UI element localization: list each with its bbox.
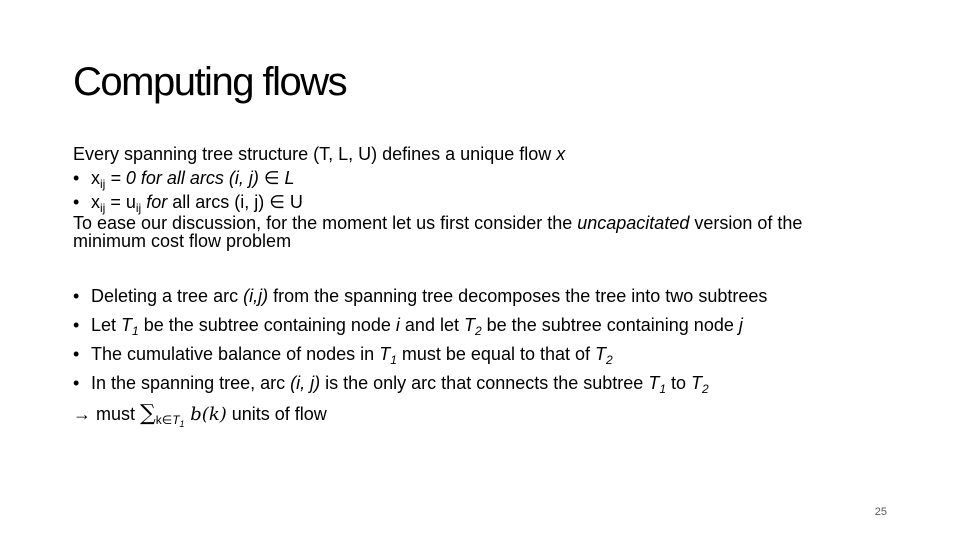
b2-t2-sub: 2 bbox=[474, 324, 482, 338]
bullet-item-3 bbox=[73, 340, 873, 369]
bullet-icon: • bbox=[73, 373, 80, 393]
intro-line bbox=[73, 142, 873, 166]
b4-t2-sub: 2 bbox=[702, 382, 709, 396]
bullet-icon: • bbox=[73, 344, 80, 364]
bullet-icon: • bbox=[73, 168, 80, 188]
conclusion-pre: must bbox=[91, 404, 141, 424]
b3-b: must be equal to that of bbox=[396, 344, 595, 364]
b4-b: is the only arc that connects the subtree bbox=[320, 373, 649, 393]
b2-t2: T bbox=[463, 315, 475, 335]
arrow-icon: → bbox=[73, 404, 91, 424]
conclusion-post: units of flow bbox=[226, 404, 327, 424]
b2-b: be the subtree containing node bbox=[138, 315, 396, 335]
bullet-item-2 bbox=[73, 311, 873, 340]
slide-body bbox=[73, 142, 873, 427]
rule-l-x: x bbox=[91, 168, 100, 188]
b4-t1: T bbox=[648, 373, 660, 393]
rule-u-eq: = u bbox=[105, 192, 136, 212]
intro-text: Every spanning tree structure (T, L, U) defines a unique flow bbox=[73, 144, 557, 164]
ease-em: uncapacitated bbox=[577, 213, 690, 233]
rule-u-sub: ij bbox=[100, 201, 106, 215]
bullet-icon: • bbox=[73, 286, 80, 306]
b1-b: from the spanning tree decomposes the tree into two subtrees bbox=[268, 286, 768, 306]
b3-t2-sub: 2 bbox=[606, 353, 613, 367]
b3-t1-sub: 1 bbox=[390, 353, 397, 367]
b4-t1-sub: 1 bbox=[659, 382, 666, 396]
b1-a: Deleting a tree arc bbox=[91, 286, 244, 306]
b2-j: j bbox=[738, 315, 743, 335]
sum-func: b(k) bbox=[184, 404, 227, 425]
sum-sub: k∈ bbox=[155, 413, 173, 427]
b4-c: to bbox=[666, 373, 692, 393]
b3-a: The cumulative balance of nodes in bbox=[91, 344, 380, 364]
b4-t2: T bbox=[691, 373, 703, 393]
b2-t1: T bbox=[121, 315, 133, 335]
b2-d: be the subtree containing node bbox=[481, 315, 739, 335]
sum-t: T bbox=[172, 413, 180, 427]
ease-paragraph bbox=[73, 214, 873, 250]
rule-l-text: = 0 for all arcs (i, j) ∈ L bbox=[105, 168, 295, 188]
sum-symbol: ∑ bbox=[140, 401, 156, 426]
intro-var: x bbox=[556, 144, 566, 164]
b1-arc: (i,j) bbox=[243, 286, 269, 306]
rule-u-sub2: ij bbox=[135, 201, 142, 215]
conclusion-line bbox=[73, 402, 873, 427]
b3-t2: T bbox=[595, 344, 606, 364]
b3-t1: T bbox=[379, 344, 391, 364]
b4-arc: (i, j) bbox=[290, 373, 321, 393]
rule-u-for: for bbox=[141, 192, 168, 212]
sum-t-sub: 1 bbox=[179, 419, 185, 429]
rule-u-text: all arcs (i, j) ∈ U bbox=[167, 192, 303, 212]
bullet-item-1 bbox=[73, 282, 873, 311]
b2-i: i bbox=[395, 315, 400, 335]
bullet-icon: • bbox=[73, 315, 80, 335]
bullet-icon: • bbox=[73, 192, 80, 212]
b4-a: In the spanning tree, arc bbox=[91, 373, 291, 393]
bullet-item-4 bbox=[73, 369, 873, 398]
b2-a: Let bbox=[91, 315, 122, 335]
ease-pre: To ease our discussion, for the moment let us first consider the bbox=[73, 213, 578, 233]
rule-u-item bbox=[73, 190, 873, 214]
rule-u-x: x bbox=[91, 192, 100, 212]
rule-l-sub: ij bbox=[100, 177, 106, 191]
b2-c: and let bbox=[399, 315, 464, 335]
ease-post: version of the minimum cost flow problem bbox=[73, 213, 803, 251]
page-number: 25 bbox=[874, 506, 887, 518]
b2-t1-sub: 1 bbox=[132, 324, 139, 338]
rule-l-item bbox=[73, 166, 873, 190]
slide-title: Computing flows bbox=[73, 60, 347, 104]
